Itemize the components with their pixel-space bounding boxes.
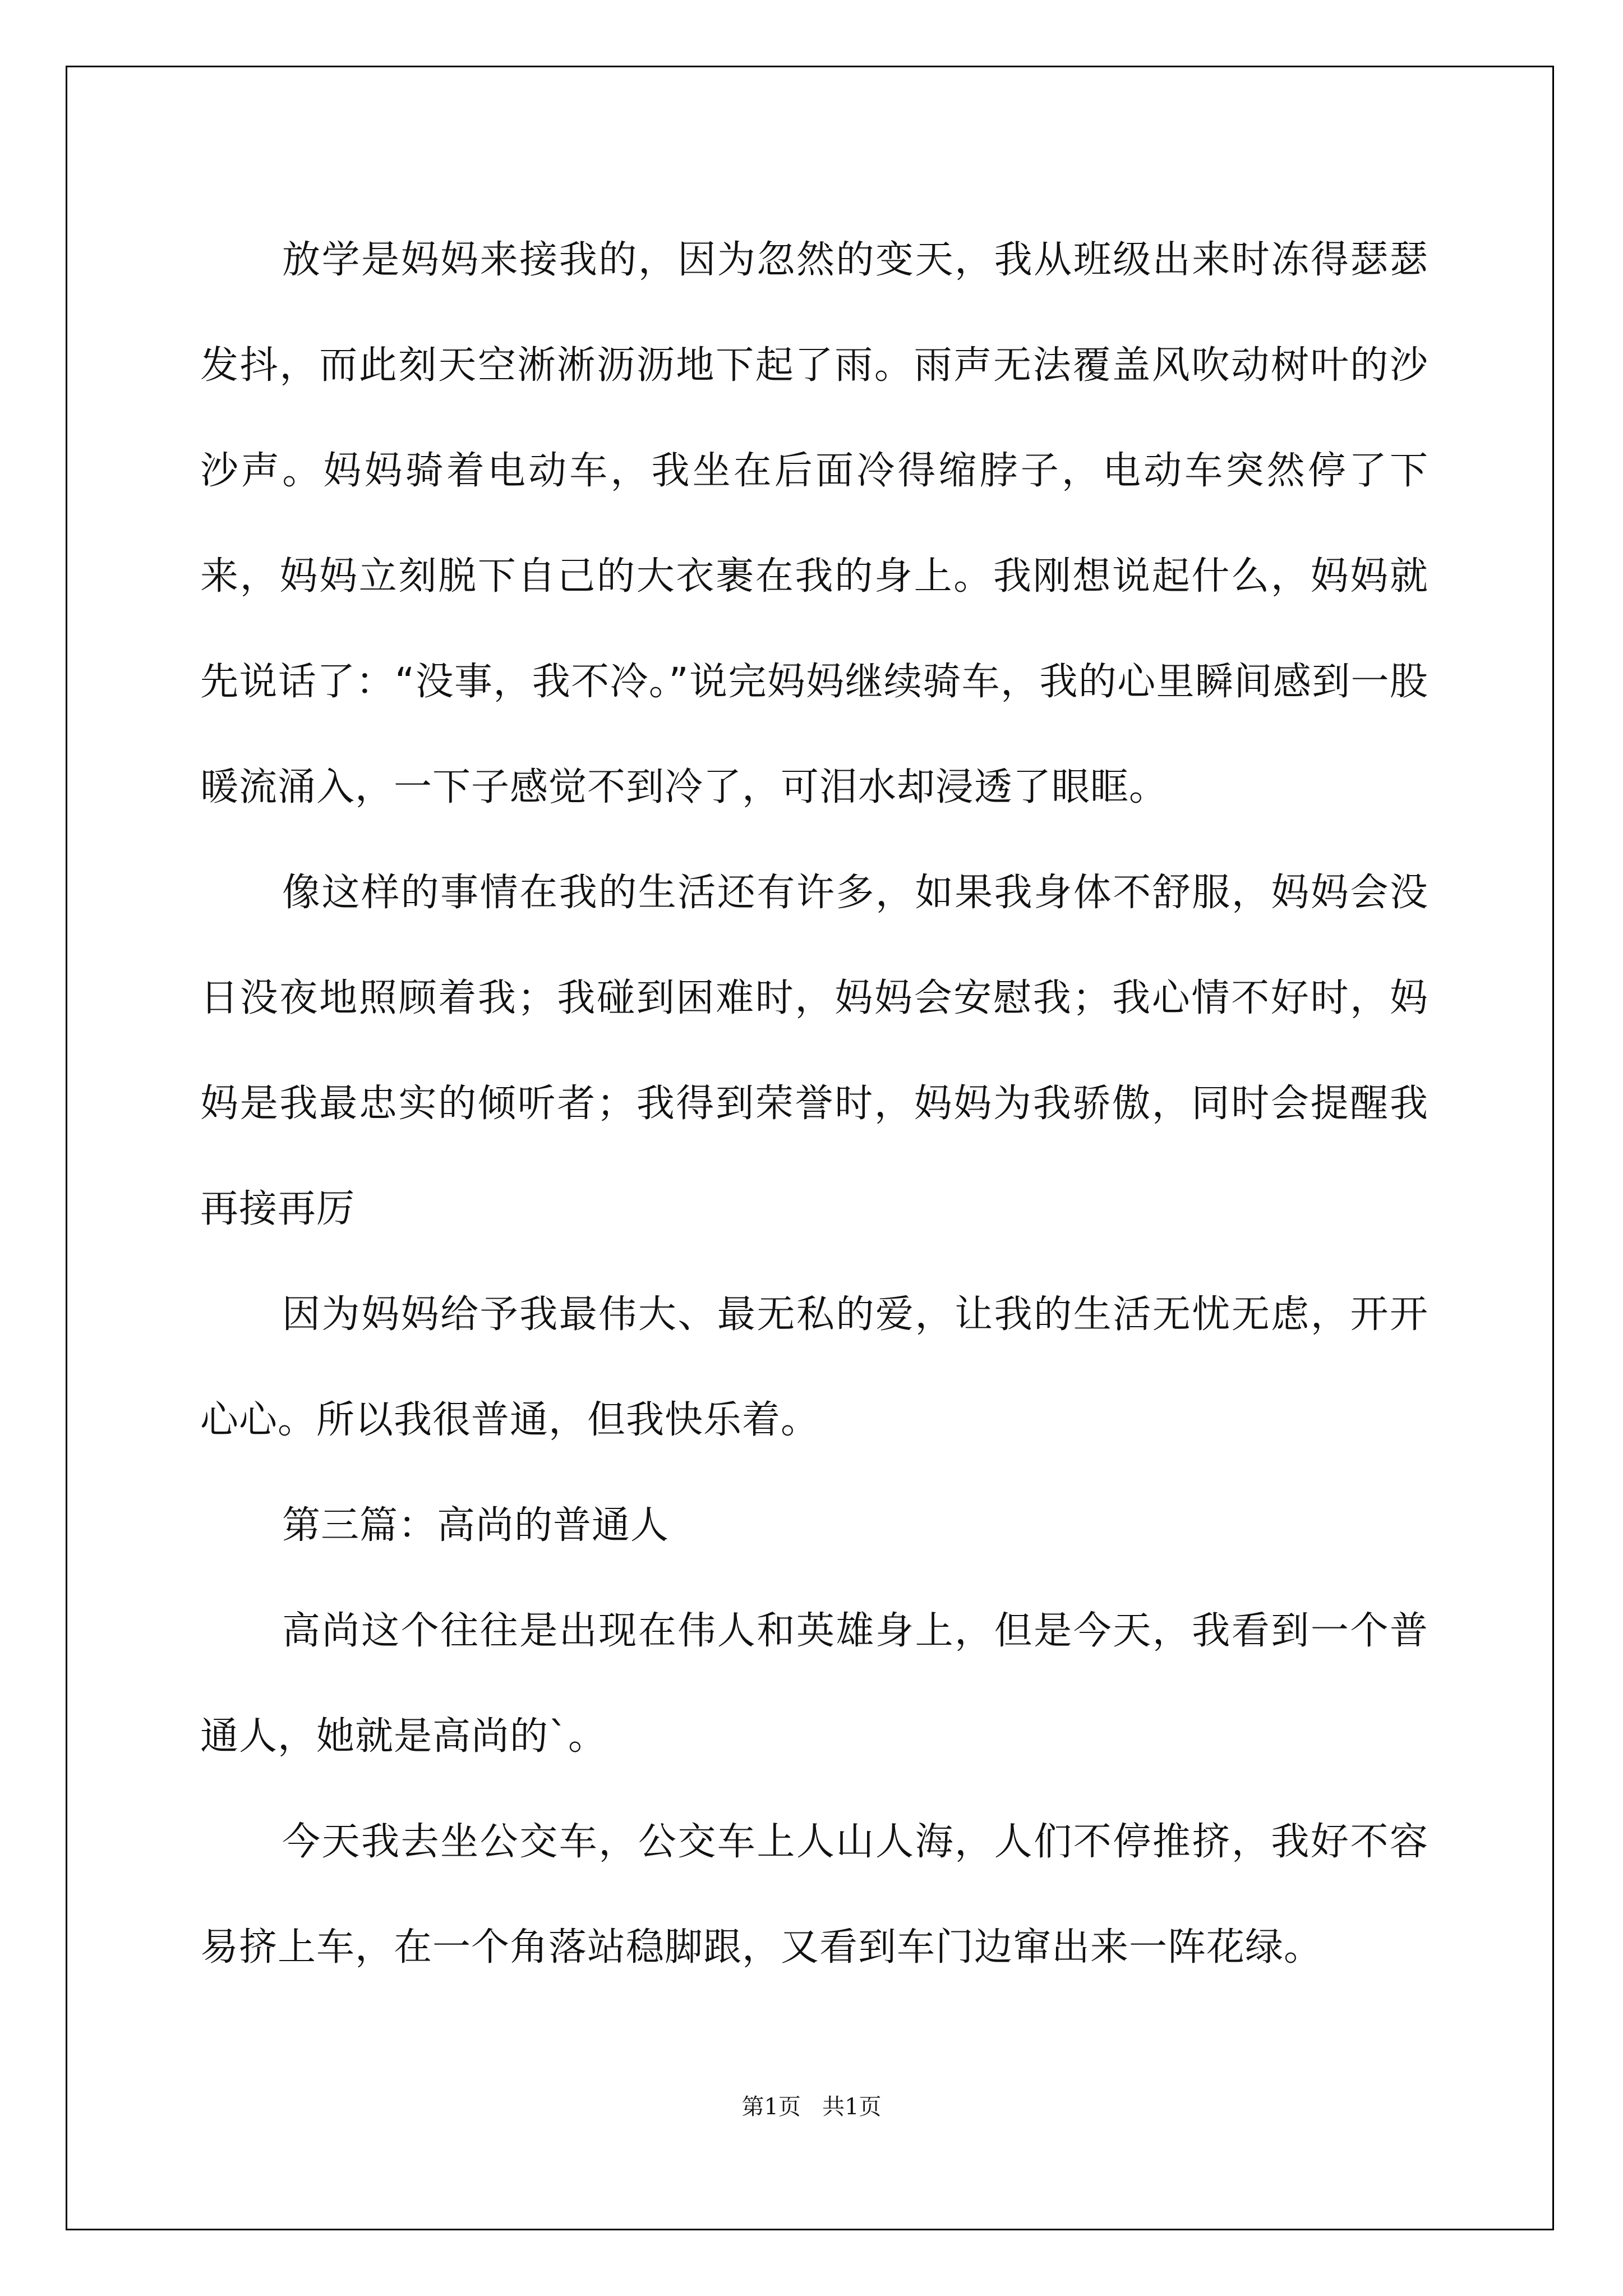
paragraph-4: 高尚这个往往是出现在伟人和英雄身上，但是今天，我看到一个普通人，她就是高尚的`。	[200, 1609, 1428, 1759]
page-footer	[0, 2089, 1623, 2121]
page-number: 第1页	[741, 2094, 801, 2120]
page-total: 共1页	[822, 2094, 882, 2120]
document-body	[200, 208, 1428, 2000]
section-heading: 第三篇：高尚的普通人	[282, 1503, 670, 1548]
paragraph-2: 像这样的事情在我的生活还有许多，如果我身体不舒服，妈妈会没日没夜地照顾着我；我碰到困难时，妈妈会安慰我；我心情不好时，妈妈是我最忠实的倾听者；我得到荣誉时，妈妈为我骄傲，同时会提醒我再接再厉	[200, 871, 1428, 1231]
paragraph-5: 今天我去坐公交车，公交车上人山人海，人们不停推挤，我好不容易挤上车，在一个角落站稳脚跟，又看到车门边窜出来一阵花绿。	[200, 1820, 1428, 1970]
paragraph-1: 放学是妈妈来接我的，因为忽然的变天，我从班级出来时冻得瑟瑟发抖，而此刻天空淅淅沥沥地下起了雨。雨声无法覆盖风吹动树叶的沙沙声。妈妈骑着电动车，我坐在后面冷得缩脖子，电动车突然停了下来，妈妈立刻脱下自己的大衣裹在我的身上。我刚想说起什么，妈妈就先说话了：“没事，我不冷。”说完妈妈继续骑车，我的心里瞬间感到一股暖流涌入，一下子感觉不到冷了，可泪水却浸透了眼眶。	[200, 238, 1428, 809]
paragraph-3: 因为妈妈给予我最伟大、最无私的爱，让我的生活无忧无虑，开开心心。所以我很普通，但我快乐着。	[200, 1292, 1428, 1442]
